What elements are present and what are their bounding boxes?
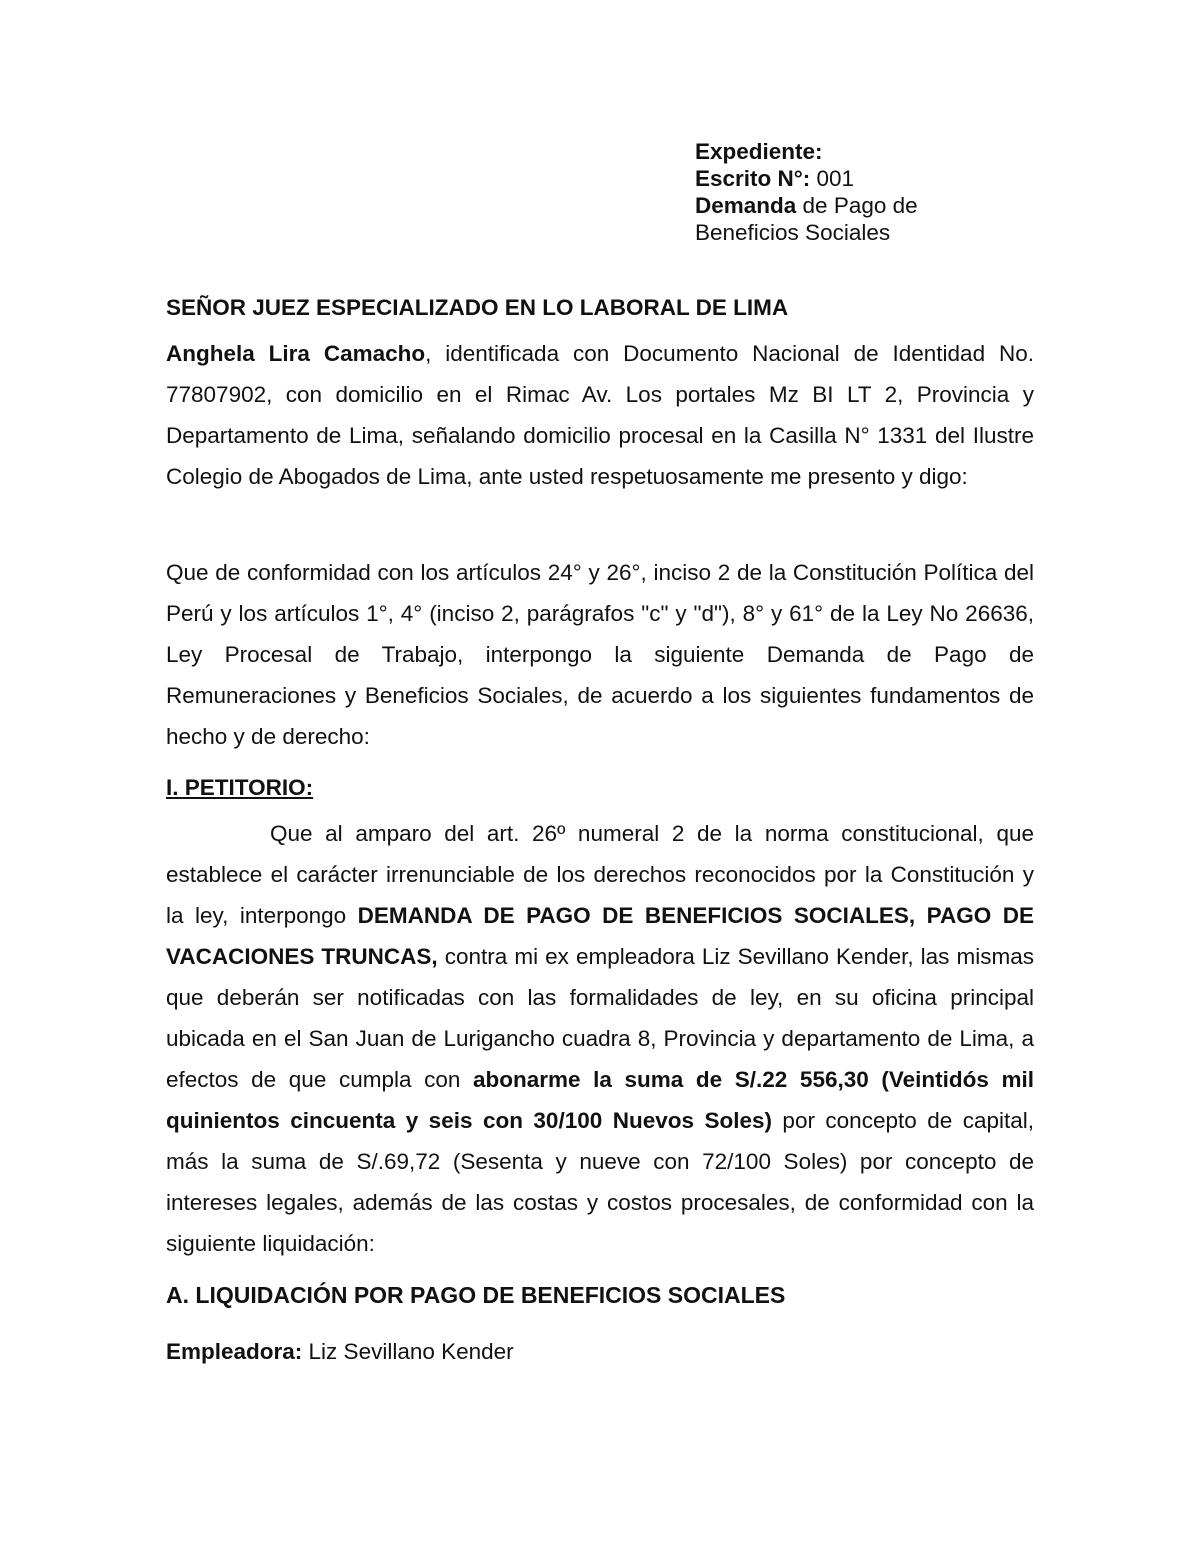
demanda-line-2: Beneficios Sociales [695, 220, 891, 245]
case-header [695, 138, 995, 246]
demanda-label: Demanda [695, 193, 797, 218]
demanda-line [695, 192, 995, 219]
section-a-title: A. LIQUIDACIÓN POR PAGO DE BENEFICIOS SOCIALES [166, 1282, 786, 1308]
expediente-label: Expediente: [695, 139, 823, 164]
intro-text: , identificada con Documento Nacional de Identidad No. 77807902, con domicilio en el Rimac Av. Los portales Mz BI LT 2, Provincia y Departamento de Lima, señalando domicilio procesal en la Casilla N° 1331 del Ilustre Colegio de Abogados de Lima, ante usted respetuosamente me presento y digo: [166, 341, 1034, 489]
petitorio-title: I. PETITORIO: [166, 775, 314, 800]
employer-label: Empleadora: [166, 1339, 303, 1364]
escrito-label: Escrito N°: [695, 166, 811, 191]
petitorio-part1: Que al amparo del art. 26º numeral 2 de la norma constitucional, que establece el carácter irrenunciable de los derechos reconocidos por la Constitución y la ley, interpongo [166, 821, 1034, 928]
plaintiff-name: Anghela Lira Camacho [166, 341, 426, 366]
employer-line [166, 1337, 1034, 1367]
expediente-line [695, 138, 995, 165]
escrito-value: 001 [810, 166, 855, 191]
employer-value: Liz Sevillano Kender [302, 1339, 514, 1364]
addressee-heading: SEÑOR JUEZ ESPECIALIZADO EN LO LABORAL DE LIMA [166, 295, 789, 320]
petitorio-bold2: abonarme la suma de S/.22 556,30 (Veintidós mil quinientos cincuenta y seis con 30/100 Nuevos Soles) [166, 1067, 1035, 1133]
petitorio-part3: por concepto de capital, más la suma de S/.69,72 (Sesenta y nueve con 72/100 Soles) por concepto de intereses legales, además de las costas y costos procesales, de conformidad con la siguiente liquidación: [166, 1108, 1034, 1256]
petitorio-paragraph [166, 813, 1034, 1264]
petitorio-part2: contra mi ex empleadora Liz Sevillano Kender, las mismas que deberán ser notificadas con las formalidades de ley, en su oficina principal ubicada en el San Juan de Lurigancho cuadra 8, Provincia y departamento de Lima, a efectos de que cumpla con [166, 944, 1034, 1092]
intro-paragraph [166, 333, 1034, 497]
petitorio-bold1: DEMANDA DE PAGO DE BENEFICIOS SOCIALES, PAGO DE VACACIONES TRUNCAS, [166, 903, 1034, 969]
escrito-line [695, 165, 995, 192]
legal-basis-paragraph: Que de conformidad con los artículos 24° y 26°, inciso 2 de la Constitución Política del Perú y los artículos 1°, 4° (inciso 2, parágrafos "c" y "d"), 8° y 61° de la Ley No 26636, Ley Procesal de Trabajo, interpongo la siguiente Demanda de Pago de Remuneraciones y Beneficios Sociales, de acuerdo a los siguientes fundamentos de hecho y de derecho: [166, 560, 1034, 749]
demanda-rest: de Pago de [796, 193, 918, 218]
